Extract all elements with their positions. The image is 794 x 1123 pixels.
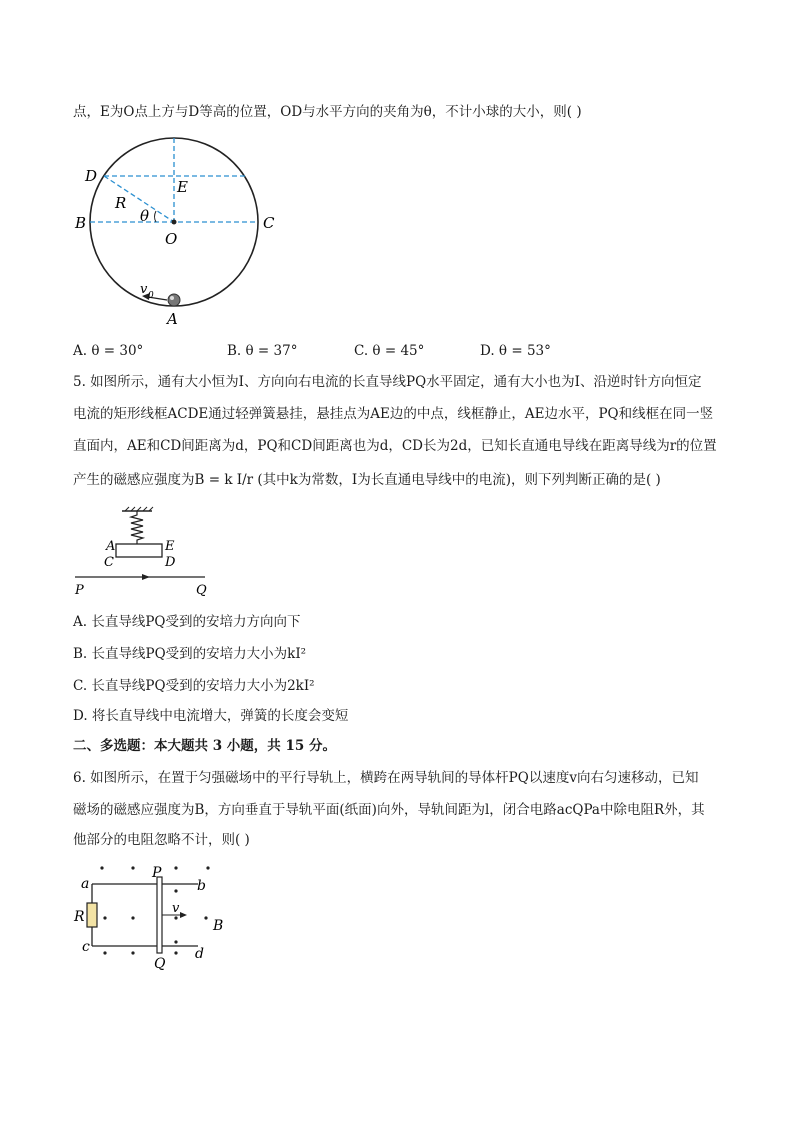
label-E: E [177,178,188,196]
q5-line-4: 产生的磁感应强度为B = k I/r (其中k为常数，I为长直通电导线中的电流)，则下列判断正确的是( ) [73,472,661,488]
section-heading-multi-choice: 二、多选题：本大题共 3 小题，共 15 分。 [73,738,336,754]
conductor-rod [157,877,162,953]
label-d: d [195,946,204,962]
label-R: R [74,909,85,925]
label-D: D [85,167,98,185]
q4-option-b: B. θ = 37° [227,343,298,359]
resistor [87,903,97,927]
label-Q: Q [154,956,166,970]
label-c: c [82,939,90,955]
q4-option-c: C. θ = 45° [354,343,425,359]
q5-option-b: B. 长直导线PQ受到的安培力大小为kI² [73,646,307,662]
q5-option-a: A. 长直导线PQ受到的安培力方向向下 [73,614,301,630]
q5-option-d: D. 将长直导线中电流增大，弹簧的长度会变短 [73,708,349,724]
q4-option-d: D. θ = 53° [480,343,551,359]
q4-circle-figure [70,128,290,333]
label-B: B [75,214,87,232]
label-C: C [263,214,275,232]
label-O: O [165,230,178,248]
label-theta: θ [140,207,150,225]
label-D: D [165,555,176,570]
q5-line-2: 电流的矩形线框ACDE通过轻弹簧悬挂，悬挂点为AE边的中点，线框静止，AE边水平，PQ和线框在同一竖 [73,406,714,422]
label-Q: Q [196,583,207,598]
label-P: P [75,583,84,598]
q6-line-1: 6. 如图所示，在置于匀强磁场中的平行导轨上，横跨在两导轨间的导体杆PQ以速度v向右匀速移动，已知 [73,770,699,786]
q6-line-2: 磁场的磁感应强度为B，方向垂直于导轨平面(纸面)向外，导轨间距为l，闭合电路acQPa中除电阻R外，其 [73,802,705,818]
q6-line-3: 他部分的电阻忽略不计，则( ) [73,832,250,848]
q6-rail-figure [70,860,240,970]
label-A: A [167,310,178,328]
label-v0-sub: 0 [148,291,154,301]
label-a: a [81,876,90,892]
q5-option-c: C. 长直导线PQ受到的安培力大小为2kI² [73,678,315,694]
label-P: P [152,865,162,881]
q5-line-1: 5. 如图所示，通有大小恒为I、方向向右电流的长直导线PQ水平固定，通有大小也为I、沿逆时针方向恒定 [73,374,702,390]
q5-line-3: 直面内，AE和CD间距离为d，PQ和CD间距离也为d，CD长为2d，已知长直通电导线在距离导线为r的位置 [73,438,717,454]
label-C: C [104,555,114,570]
label-A: A [106,539,116,554]
q4-option-a: A. θ = 30° [73,343,144,359]
label-b: b [197,878,206,894]
label-v0: v [140,282,148,297]
q4-stem: 点，E为O点上方与D等高的位置，OD与水平方向的夹角为θ，不计小球的大小，则( ) [73,104,582,120]
q5-wire-figure [70,506,220,598]
label-B: B [213,918,224,934]
label-v: v [172,901,180,916]
label-R: R [115,194,127,212]
label-E: E [165,539,175,554]
